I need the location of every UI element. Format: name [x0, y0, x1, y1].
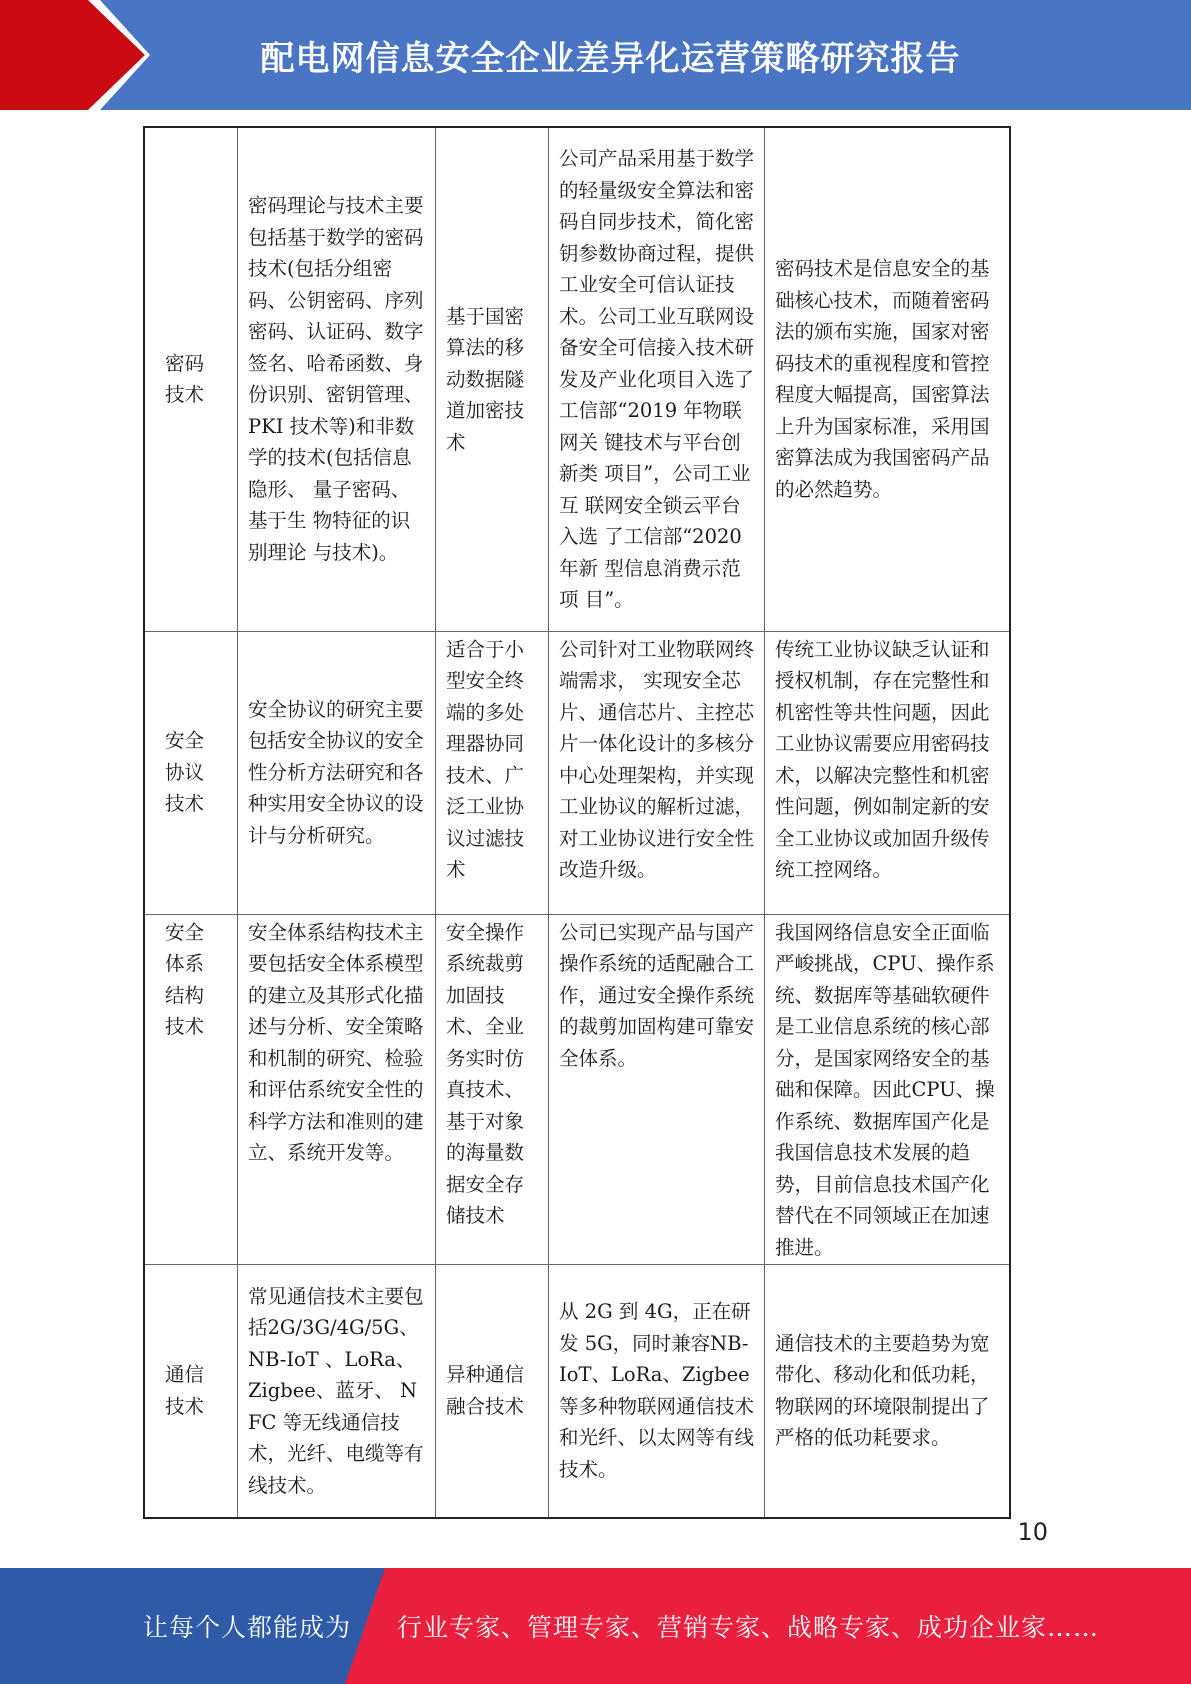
tech-description: 安全体系结构技术主要包括安全体系模型的建立及其形式化描述与分析、安全策略和机制的研究、检验和评估系统安全性的科学方法和准则的建立、系统开发等。: [248, 920, 424, 1164]
footer-slogan-left: 让每个人都能成为: [143, 1613, 352, 1642]
company-status: 从 2G 到 4G，正在研发 5G，同时兼容NB-IoT、LoRa、Zigbee等多种物联网通信技术和光纤、以太网等有线技术。: [559, 1300, 755, 1481]
tech-table-grid: [143, 126, 1011, 1519]
trend-cell: [765, 914, 1011, 1264]
key-tech-cell: [436, 914, 549, 1264]
table-row: [144, 631, 1010, 914]
table-row: [144, 914, 1010, 1264]
tech-name: 通信 技术: [165, 1363, 205, 1418]
tech-description: 密码理论与技术主要包括基于数学的密码技术(包括分组密码、公钥密码、序列密码、认证码、数字签名、哈希函数、身份识别、密钥管理、PKI 技术等)和非数学的技术(包括信息隐形、 量子密码、基于生 物特征的识别理论 与技术)。: [248, 194, 424, 564]
tech-name: 安全 体系 结构 技术: [165, 920, 205, 1038]
tech-name-cell: [144, 631, 238, 914]
tech-description-cell: [238, 631, 436, 914]
company-status-cell: [549, 914, 765, 1264]
company-status-cell: [549, 631, 765, 914]
tech-table: [143, 126, 999, 1519]
tech-name-cell: [144, 127, 238, 631]
company-status: 公司针对工业物联网终端需求， 实现安全芯片、通信芯片、主控芯片一体化设计的多核分中心处理架构，并实现工业协议的解析过滤，对工业协议进行安全性改造升级。: [559, 637, 755, 881]
key-tech-cell: [436, 631, 549, 914]
key-tech: 适合于小型安全终端的多处理器协同技术、广泛工业协议过滤技术: [446, 637, 525, 881]
tech-name: 安全 协议 技术: [165, 729, 205, 816]
tech-name: 密码 技术: [165, 351, 205, 407]
trend-cell: [765, 1264, 1011, 1518]
company-status: 公司已实现产品与国产操作系统的适配融合工作，通过安全操作系统的裁剪加固构建可靠安全体系。: [559, 920, 755, 1070]
page-title: 配电网信息安全企业差异化运营策略研究报告: [260, 38, 961, 79]
page-number: 10: [1017, 1518, 1048, 1546]
key-tech-cell: [436, 1264, 549, 1518]
trend-cell: [765, 631, 1011, 914]
trend: 传统工业协议缺乏认证和授权机制，存在完整性和机密性等共性问题，因此工业协议需要应用密码技术，以解决完整性和机密性问题，例如制定新的安全工业协议或加固升级传统工控网络。: [775, 637, 990, 881]
footer-slogan-right: 行业专家、管理专家、营销专家、战略专家、成功企业家……: [397, 1613, 1100, 1642]
tech-name-cell: [144, 914, 238, 1264]
trend: 我国网络信息安全正面临严峻挑战，CPU、操作系统、数据库等基础软硬件是工业信息系统的核心部分，是国家网络安全的基础和保障。因此CPU、操作系统、数据库国产化是我国信息技术发展的趋势，目前信息技术国产化替代在不同领域正在加速推进。: [775, 920, 995, 1259]
company-status-cell: [549, 127, 765, 631]
tech-description: 常见通信技术主要包括2G/3G/4G/5G、NB-IoT 、LoRa、Zigbee、蓝牙、 NFC 等无线通信技术，光纤、电缆等有线技术。: [248, 1284, 424, 1497]
table-row: [144, 1264, 1010, 1518]
company-status: 公司产品采用基于数学的轻量级安全算法和密码自同步技术，简化密钥参数协商过程，提供工业安全可信认证技术。公司工业互联网设备安全可信接入技术研发及产业化项目入选了工信部“2019 年物联网关 键技术与平台创新类 项目”，公司工业互 联网安全锁云平台入选 了工信部“2020 年新 型信息消费示范项 目”。: [559, 147, 755, 611]
tech-description-cell: [238, 127, 436, 631]
trend: 通信技术的主要趋势为宽带化、移动化和低功耗，物联网的环境限制提出了严格的低功耗要求。: [775, 1331, 990, 1450]
key-tech: 异种通信融合技术: [446, 1363, 525, 1418]
red-chevron-icon: [0, 0, 150, 110]
tech-description-cell: [238, 914, 436, 1264]
trend: 密码技术是信息安全的基础核心技术，而随着密码法的颁布实施，国家对密码技术的重视程度和管控程度大幅提高，国密算法上升为国家标准，采用国密算法成为我国密码产品的必然趋势。: [775, 257, 990, 501]
tech-description: 安全协议的研究主要包括安全协议的安全性分析方法研究和各种实用安全协议的设计与分析研究。: [248, 697, 424, 847]
key-tech: 安全操作系统裁剪加固技术、全业务实时仿真技术、基于对象的海量数据安全存储技术: [446, 920, 525, 1227]
key-tech: 基于国密算法的移动数据隧道加密技术: [446, 304, 525, 454]
trend-cell: [765, 127, 1011, 631]
tech-name-cell: [144, 1264, 238, 1518]
table-row: [144, 127, 1010, 631]
footer-banner: [0, 1568, 1191, 1684]
header-banner: [0, 0, 1191, 110]
company-status-cell: [549, 1264, 765, 1518]
tech-description-cell: [238, 1264, 436, 1518]
key-tech-cell: [436, 127, 549, 631]
